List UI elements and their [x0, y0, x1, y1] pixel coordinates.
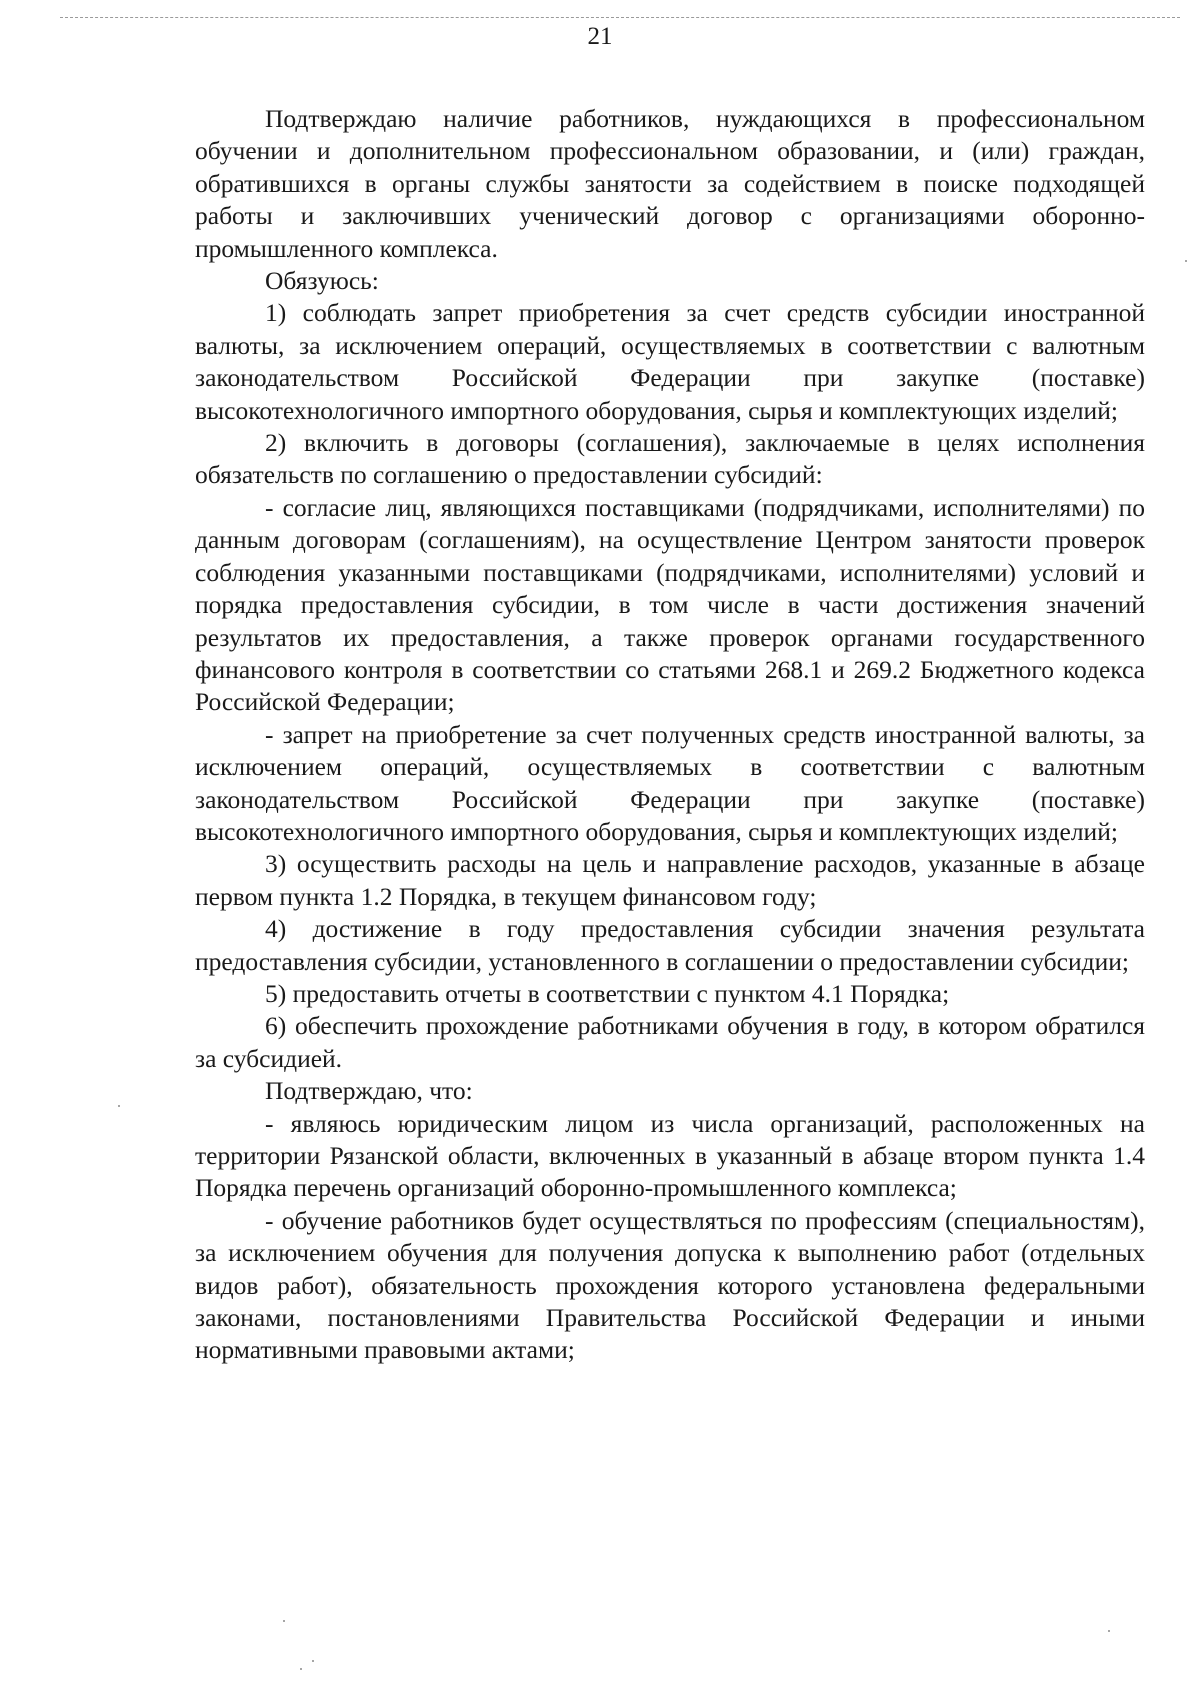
paragraph-obligation-5: 5) предоставить отчеты в соответствии с пунктом 4.1 Порядка;: [265, 978, 950, 1008]
paragraph-obligation-4: 4) достижение в году предоставления субсидии значения результата предоставления субсидии, установленного в соглашении о предоставлении субсидии;: [195, 914, 1145, 976]
scan-speck: [283, 1620, 285, 1622]
scan-speck: [312, 1660, 314, 1662]
paragraph-confirm-heading: Подтверждаю, что:: [265, 1076, 473, 1106]
paragraph-obligation-6: 6) обеспечить прохождение работниками обучения в году, в котором обратился за субсидией.: [195, 1011, 1145, 1073]
top-scan-edge: [60, 17, 1180, 18]
scan-speck: [1108, 1630, 1110, 1632]
paragraph-confirm-training: - обучение работников будет осуществляться по профессиям (специальностям), за исключением обучения для получения допуска к выполнению работ (отдельных видов работ), обязательность прохождения которого установлена федеральными законами, постановлениями Правительства Российской Федерации и иными нормативными правовыми актами;: [195, 1205, 1145, 1365]
document-body: [195, 103, 1145, 1367]
scan-speck: [1185, 260, 1187, 262]
paragraph-obligation-2-consent: - согласие лиц, являющихся поставщиками (подрядчиками, исполнителями) по данным договорам (соглашениям), на осуществление Центром занятости проверок соблюдения указанными поставщиками (подрядчиками, исполнителями) условий и порядка предоставления субсидии, в том числе в части достижения значений результатов их предоставления, а также проверок органами государственного финансового контроля в соответствии со статьями 268.1 и 269.2 Бюджетного кодекса Российской Федерации;: [195, 492, 1145, 717]
paragraph-confirm-legal-entity: - являюсь юридическим лицом из числа организаций, расположенных на территории Рязанской области, включенных в указанный в абзаце втором пункта 1.4 Порядка перечень организаций оборонно-промышленного комплекса;: [195, 1108, 1145, 1203]
paragraph-obligation-3: 3) осуществить расходы на цель и направление расходов, указанные в абзаце первом пункта 1.2 Порядка, в текущем финансовом году;: [195, 849, 1145, 911]
paragraph-obligation-2-ban: - запрет на приобретение за счет полученных средств иностранной валюты, за исключением операций, осуществляемых в соответствии с валютным законодательством Российской Федерации при закупке (поставке) высокотехнологичного импортного оборудования, сырья и комплектующих изделий;: [195, 719, 1145, 846]
paragraph-obligation-1: 1) соблюдать запрет приобретения за счет средств субсидии иностранной валюты, за исключением операций, осуществляемых в соответствии с валютным законодательством Российской Федерации при закупке (поставке) высокотехнологичного импортного оборудования, сырья и комплектующих изделий;: [195, 298, 1145, 425]
scan-speck: [118, 1105, 120, 1107]
paragraph-confirm-workers: Подтверждаю наличие работников, нуждающихся в профессиональном обучении и дополнительном профессиональном образовании, и (или) граждан, обратившихся в органы службы занятости за содействием в поиске подходящей работы и заключивших ученический договор с организациями оборонно-промышленного комплекса.: [195, 104, 1145, 263]
paragraph-obligation-2: 2) включить в договоры (соглашения), заключаемые в целях исполнения обязательств по соглашению о предоставлении субсидий:: [195, 428, 1145, 490]
paragraph-obligations-heading: Обязуюсь:: [265, 266, 379, 296]
page-number: 21: [587, 23, 613, 50]
scan-speck: [300, 1668, 302, 1670]
